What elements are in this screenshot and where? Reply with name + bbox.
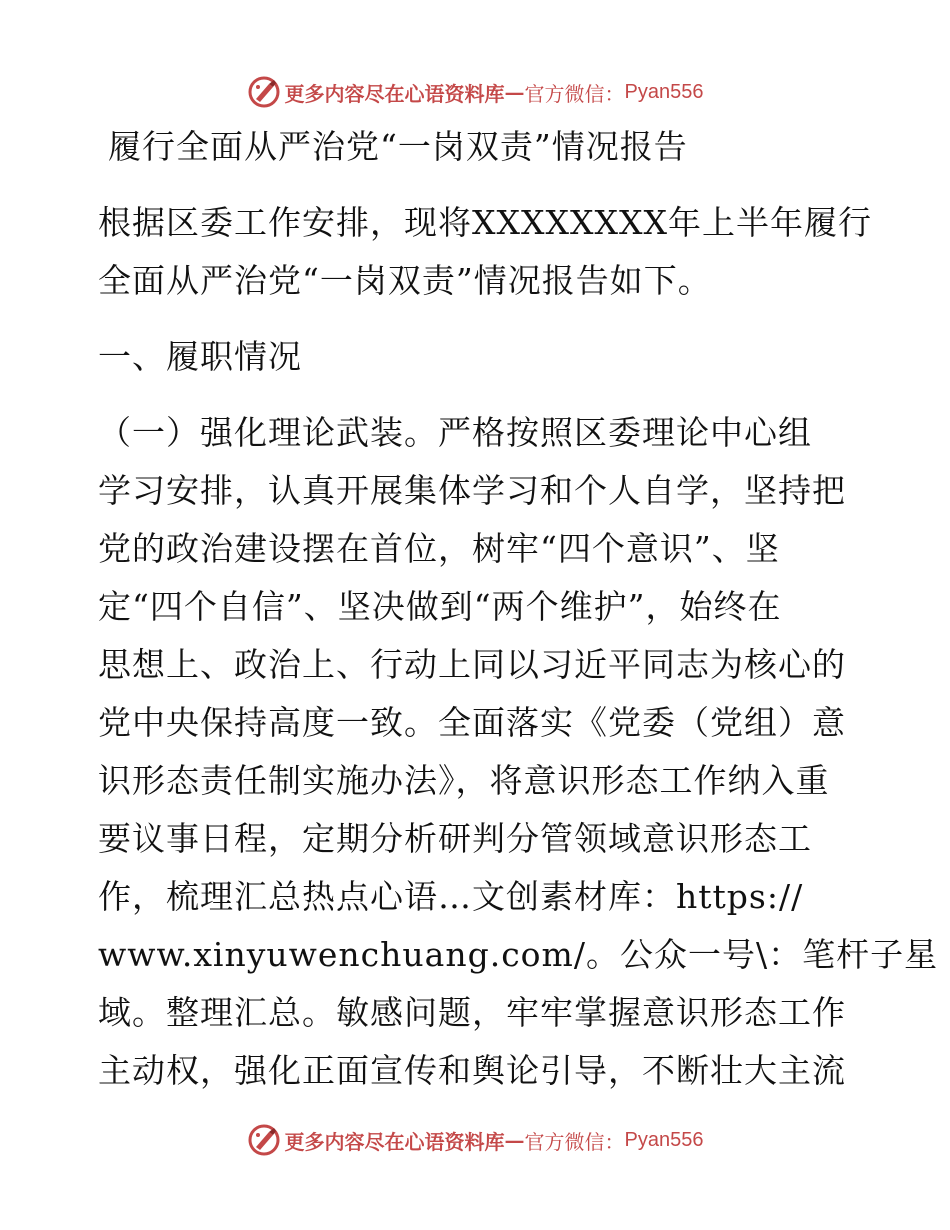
banner-wechat-id: Pyan556 — [624, 1128, 704, 1151]
paragraph-line: 党中央保持高度一致。全面落实《党委（党组）意 — [98, 703, 846, 742]
paragraph-line: 识形态责任制实施办法》，将意识形态工作纳入重 — [98, 761, 830, 800]
banner-wechat-label: 官方微信： — [524, 1129, 625, 1154]
banner-dash: — — [504, 80, 525, 104]
spacer — [98, 310, 858, 328]
brand-logo-icon — [247, 75, 281, 109]
header-watermark-banner — [0, 72, 950, 112]
banner-wechat-label: 官方微信： — [524, 81, 625, 106]
banner-site-text: 更多内容尽在心语资料库 — [284, 81, 505, 106]
section-heading: 一、履职情况 — [98, 337, 302, 376]
spacer — [98, 176, 858, 194]
intro-line: 全面从严治党“一岗双责”情况报告如下。 — [98, 261, 712, 300]
intro-line: 根据区委工作安排，现将XXXXXXXX年上半年履行 — [98, 203, 872, 242]
document-title: 履行全面从严治党“一岗双责”情况报告 — [108, 127, 688, 166]
banner-wechat-id: Pyan556 — [624, 80, 704, 103]
paragraph-line: 主动权，强化正面宣传和舆论引导，不断壮大主流 — [98, 1051, 846, 1090]
paragraph-line: 定“四个自信”、坚决做到“两个维护”，始终在 — [98, 587, 782, 626]
paragraph-line: 作，梳理汇总热点心语…文创素材库：https:// — [98, 877, 804, 916]
banner-dash: — — [504, 1128, 525, 1152]
paragraph-line: 学习安排，认真开展集体学习和个人自学，坚持把 — [98, 471, 846, 510]
spacer — [98, 386, 858, 404]
document-body — [98, 118, 939, 1100]
paragraph-line: www.xinyuwenchuang.com/。公众一号\：笔杆子星 — [98, 935, 939, 974]
paragraph-line: 党的政治建设摆在首位，树牢“四个意识”、坚 — [98, 529, 780, 568]
paragraph-line: 要议事日程，定期分析研判分管领域意识形态工 — [98, 819, 812, 858]
brand-logo-icon — [247, 1123, 281, 1157]
paragraph-line: 思想上、政治上、行动上同以习近平同志为核心的 — [98, 645, 846, 684]
footer-watermark-banner — [0, 1120, 950, 1160]
banner-site-text: 更多内容尽在心语资料库 — [284, 1129, 505, 1154]
paragraph-line: 域。整理汇总。敏感问题，牢牢掌握意识形态工作 — [98, 993, 846, 1032]
paragraph-line: （一）强化理论武装。严格按照区委理论中心组 — [98, 413, 812, 452]
